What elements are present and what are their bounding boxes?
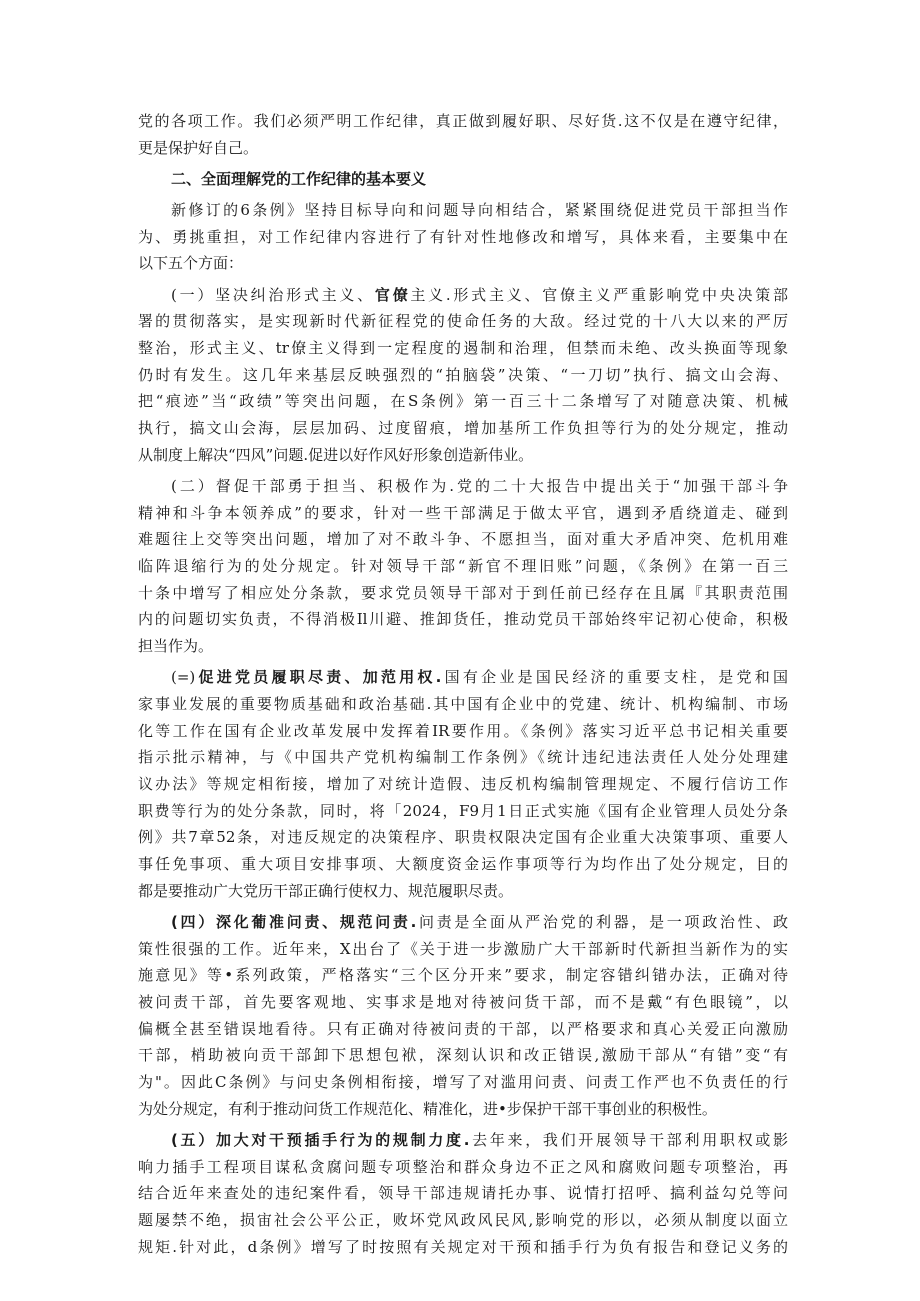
text-line: 把“痕迹”当“政绩”等突出问题，在S条例》第一百三十二条增写了对随意决策、机械	[138, 392, 788, 411]
text-line: 例》共7章52条，对违反规定的决策程序、职贵权限决定国有企业重大决策事项、重要人	[138, 828, 788, 847]
text-line: 党的各项工作。我们必须严明工作纪律，真正做到履好职、尽好货.这不仅是在遵守纪律，	[138, 112, 788, 130]
text-line: 临阵退缩行为的处分规定。针对领导干部“新官不理旧账”问题，《条例》在第一百三	[138, 557, 788, 575]
text-line: 从制度上解决“四风”问题.促进以好作风好形象创造新伟业。	[138, 445, 534, 464]
text-line: 干部，梢助被向贡干部卸下思想包袱，深刻认识和改正错误,激励干部从“有错”变“有	[138, 1046, 788, 1065]
text-line: 议办法》等规定相衔接，增加了对统计造假、违反机构编制管理规定、不履行信访工作	[138, 775, 788, 793]
paragraph-point-3	[138, 664, 788, 904]
paragraph-point-1	[138, 282, 788, 469]
text-line: 担当作为。	[138, 637, 214, 656]
text-line: 施意见》等•系列政策，严格落实“三个区分开来”要求，制定容错纠错办法，正确对待	[138, 966, 788, 985]
paragraph-intro	[138, 197, 788, 277]
point-1-bold: 官僚	[374, 285, 411, 304]
point-1-rest: 主义.形式主义、官僚主义严重影响党中央决策部	[410, 285, 788, 304]
text-line: 被问责干部，首先要客观地、实事求是地对待被问货干部，而不是戴“有色眼镜”，以	[138, 993, 788, 1011]
point-5-rest: 去年来，我们开展领导干部利用职权或影	[469, 1130, 788, 1149]
text-line: 响力插手工程项目谋私贪腐问题专项整治和群众身边不正之风和腐败问题专项整治，再	[138, 1157, 788, 1176]
text-line: 新修订的6条例》坚持目标导向和问题导向相结合，紧紧围绕促进党员干部担当作	[171, 201, 788, 220]
text-line: 指示批示精神，与《中国共产党机构编制工作条例》《统计违纪违法责任人处分处理建	[138, 748, 788, 767]
text-line: 为"。因此C条例》与问史条例相衔接，增写了对滥用问责、问责工作严也不负责任的行	[138, 1073, 788, 1092]
text-line: (二）督促干部勇于担当、积极作为.党的二十大报告中提出关于“加强干部斗争	[171, 476, 788, 495]
text-line: 更是保护好自己。	[138, 138, 259, 157]
point-5-bold: (五）加大对干预插手行为的规制力度.	[171, 1130, 470, 1149]
text-line: 整治，形式主义、tr僚主义得到一定程度的遏制和治理，但禁而未绝、改头换面等现象	[138, 339, 788, 357]
text-line: 为处分规定，有利于推动问货工作规范化、精准化，进•步保护干部干事创业的积极性。	[138, 1099, 717, 1118]
point-3-lead: (=)	[171, 668, 196, 687]
point-3-rest: 国有企业是国民经济的重要支柱，是党和国	[441, 668, 788, 687]
point-4-rest: 问责是全面从严治党的利器，是一项政治性、政	[416, 912, 788, 931]
paragraph-continuation	[138, 108, 788, 161]
text-line: 题屡禁不绝，损宙社会公平公正，败坏党风政风民风,影响党的形以，必须从制度以面立	[138, 1211, 788, 1229]
paragraph-point-4	[138, 909, 788, 1123]
text-line: 内的问题切实负责，不得消极Il川避、推卸货任，推动党员干部始终牢记初心使命，积极	[138, 610, 788, 629]
text-line: 事任免事项、重大项目安排事项、大额度资金运作事项等行为均作出了处分规定，目的	[138, 855, 788, 874]
paragraph-point-2	[138, 473, 788, 660]
text-line: 策性很强的工作。近年来，X出台了《关于进一步激励广大干部新时代新担当新作为的实	[138, 939, 788, 958]
text-line: 执行，搞文山会海，层层加码、过度留痕，增加基所工作负担等行为的处分规定，推动	[138, 419, 788, 438]
text-line: 家事业发展的重要物质基础和政治基础.其中国有企业中的党建、统计、机构编制、市场	[138, 694, 788, 713]
heading-text: 二、全面理解党的工作纪律的基本要义	[171, 169, 427, 188]
point-4-bold: (四）深化葡准问责、规范问责.	[171, 912, 417, 931]
text-line: 结合近年来查处的违纪案件看，领导干部违规请托办事、说情打招呼、搞利益勾兑等问	[138, 1184, 788, 1203]
text-line: 难题往上交等突出问题，增加了对不敢斗争、不愿担当，面对重大矛盾冲突、危机用难	[138, 530, 788, 549]
text-line: 职费等行为的处分条款，同时，将「2024，F9月1日正式实施《国有企业管理人员处分条	[138, 801, 788, 820]
section-heading	[138, 166, 788, 193]
paragraph-point-5	[138, 1127, 788, 1260]
point-1-lead: (一）坚决纠治形式主义、	[171, 285, 375, 304]
text-line: 偏概全甚至错误地看待。只有正确对待被问责的干部，以严格要求和真心关爱正向激励	[138, 1019, 788, 1038]
text-line	[138, 1127, 788, 1154]
text-line: 为、勇挑重担，对工作纪律内容进行了有针对性地修改和增写，具体来看，主要集中在	[138, 227, 788, 246]
text-line: 署的贯彻落实，是实现新时代新征程党的使命任务的大敌。经过党的十八大以来的严厉	[138, 312, 788, 331]
text-line: 规矩.针对此，d条例》增写了时按照有关规定对干预和插手行为负有报告和登记义务的	[138, 1237, 788, 1256]
text-line: 精神和斗争本领养成”的要求，针对一些干部满足于做太平官，遇到矛盾绕道走、碰到	[138, 503, 788, 522]
text-line	[138, 909, 788, 936]
text-line: 仍时有发生。这几年来基层反映强烈的“拍脑袋”决策、“一刀切”执行、搞文山会海、	[138, 365, 788, 384]
text-line: 化等工作在国有企业改革发展中发挥着IR要作用。《条例》落实习近平总书记相关重要	[138, 721, 788, 740]
point-3-bold: 促进党员履职尽责、加范用权.	[195, 668, 442, 687]
text-line: 十条中增写了相应处分条款，要求党员领导干部对于到任前已经存在且属『其职责范围	[138, 583, 788, 602]
text-line: 都是要推动广大党历干部正确行使权力、规范履职尽责。	[138, 881, 514, 900]
document-page	[138, 108, 788, 1265]
text-line	[138, 282, 788, 309]
text-line	[138, 664, 788, 691]
text-line: 以下五个方面：	[138, 254, 244, 273]
